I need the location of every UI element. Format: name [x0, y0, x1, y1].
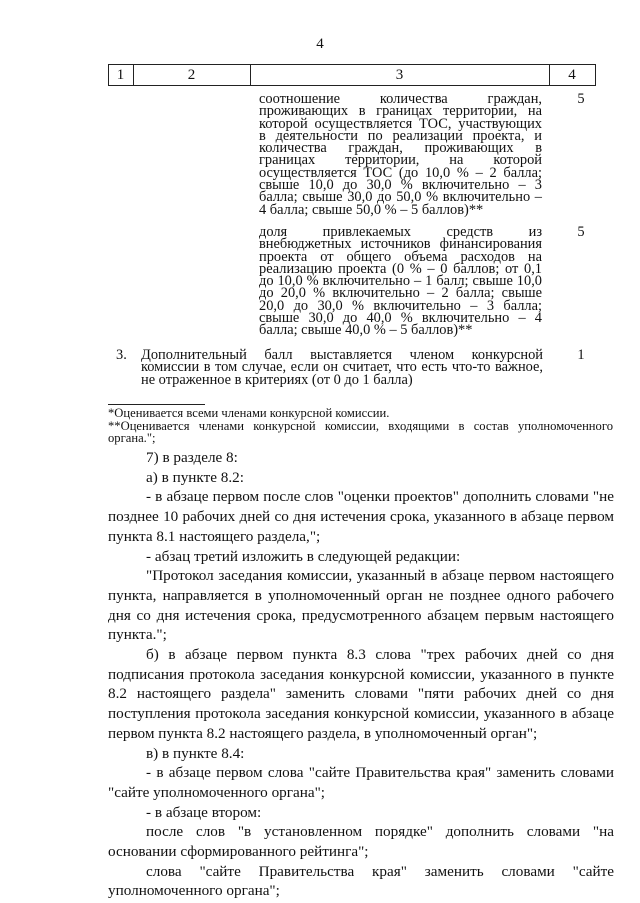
paragraph: 7) в разделе 8:	[146, 449, 238, 466]
table-row-criterion-text: Дополнительный балл выставляется членом конкурсной комиссии в том случае, если он считает, что есть что-то важное, не отраженное в критериях (от 0 до 1 балла)	[141, 347, 543, 388]
footnote: *Оценивается всеми членами конкурсной комиссии.	[108, 406, 390, 420]
document-body	[108, 448, 614, 901]
paragraph: - абзац третий изложить в следующей редакции:	[146, 547, 461, 565]
table-row-score: 5	[577, 91, 585, 107]
paragraph: в) в пункте 8.4:	[146, 744, 245, 762]
paragraph: - в абзаце первом слова "сайте Правительства края" заменить словами "сайте уполномоченного органа";	[108, 764, 614, 801]
table-border	[595, 65, 596, 85]
column-header-4: 4	[568, 67, 576, 83]
table-row-score: 1	[577, 347, 585, 363]
page-number: 4	[316, 36, 324, 52]
paragraph: - в абзаце втором:	[146, 803, 262, 821]
paragraph: - в абзаце первом после слов "оценки проектов" дополнить словами "не позднее 10 рабочих дней со дня истечения срока, указанного в абзаце первом пункта 8.1 настоящего раздела,";	[108, 488, 614, 545]
table-row-score: 5	[577, 224, 585, 240]
paragraph: "Протокол заседания комиссии, указанный в абзаце первом настоящего пункта, направляется в уполномоченный орган не позднее одного рабочего дня со дня истечения срока, предусмотренного абзацем первым настоящего пункта.";	[108, 567, 614, 644]
column-header-1: 1	[116, 67, 125, 83]
column-header-3: 3	[395, 67, 404, 83]
table-row-number: 3.	[116, 347, 127, 363]
table-row-criterion-text: доля привлекаемых средств из внебюджетных источников финансирования проекта от общего объема расходов на реализацию проекта (0 % – 0 баллов; от 0,1 до 10,0 % включительно – 1 балл; свыше 10,0 до 20,0 % включительно – 2 балла; свыше 20,0 до 30,0 % включительно – 3 балла; свыше 30,0 до 40,0 % включительно – 4 балла; свыше 40,0 % – 5 баллов)**	[259, 224, 542, 339]
paragraph: слова "сайте Правительства края" заменить словами "сайте уполномоченного органа";	[108, 862, 614, 900]
paragraph: а) в пункте 8.2:	[146, 468, 244, 486]
paragraph: после слов "в установленном порядке" дополнить словами "на основании сформированного рейтинга";	[108, 823, 614, 861]
table-header-row	[108, 64, 596, 86]
paragraph: б) в абзаце первом пункта 8.3 слова "трех рабочих дней со дня подписания протокола заседания конкурсной комиссии, указанного в пункте 8.2 настоящего раздела" заменить словами "пяти рабочих дней со дня поступления протокола заседания конкурсной комиссии, указанного в абзаце первом пункта 8.2 настоящего раздела, в уполномоченный орган";	[108, 646, 614, 742]
column-header-2: 2	[187, 67, 196, 83]
footnote: **Оценивается членами конкурсной комиссии, входящими в состав уполномоченного органа.";	[108, 419, 613, 445]
footnote-separator	[108, 404, 205, 405]
table-row-criterion-text: соотношение количества граждан, проживающих в границах территории, на которой осуществляется ТОС, участвующих в деятельности по реализации проекта, и количества граждан, проживающих в границах территории, на которой осуществляется ТОС (до 10,0 % – 2 балла; свыше 10,0 до 30,0 % включительно – 3 балла; свыше 30,0 до 50,0 % включительно – 4 балла; свыше 50,0 % – 5 баллов)**	[259, 91, 542, 218]
